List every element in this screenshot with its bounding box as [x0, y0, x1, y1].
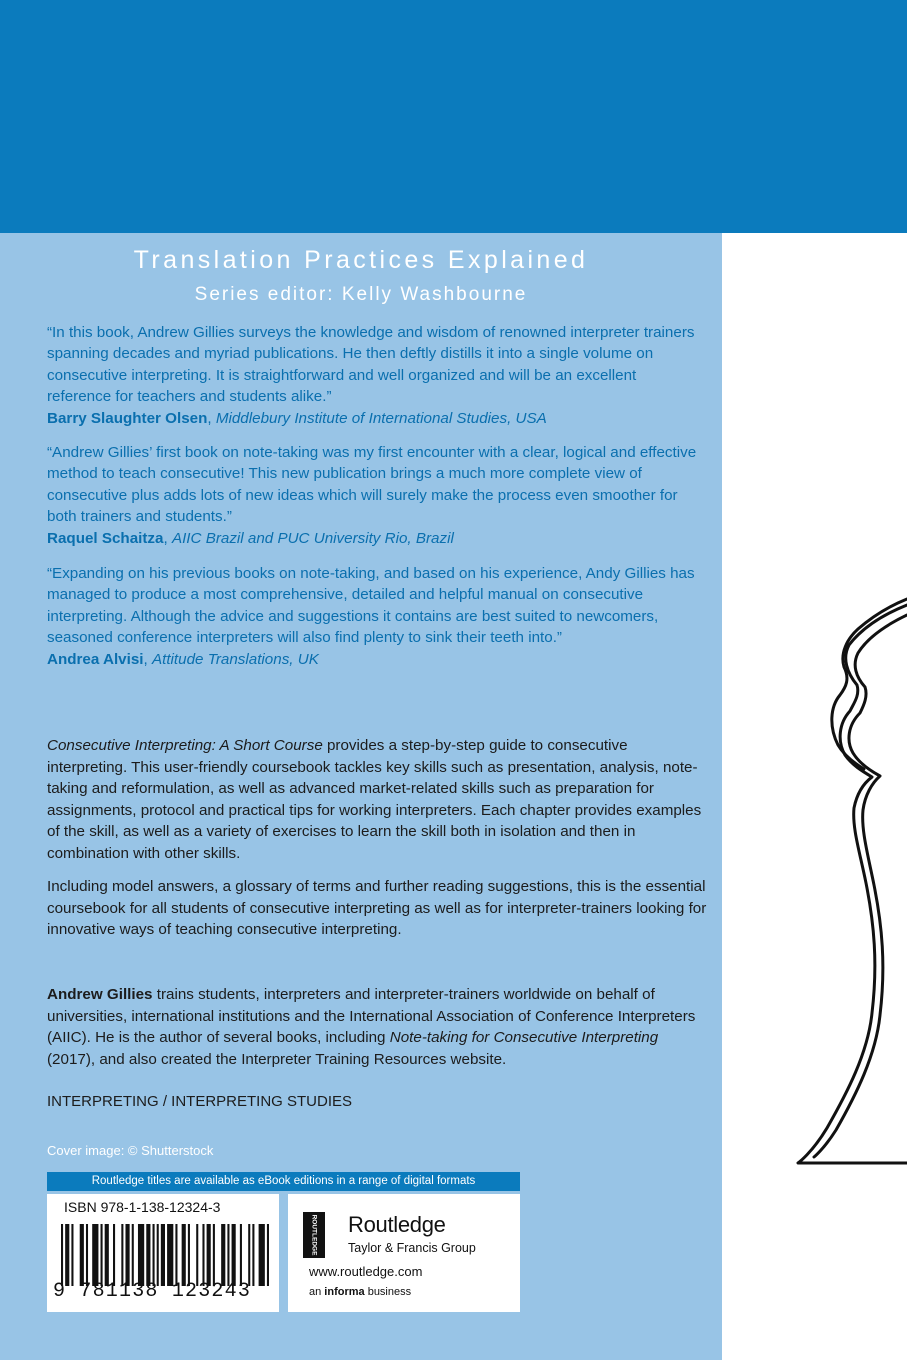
quote-attribution: Raquel Schaitza, AIIC Brazil and PUC University Rio, Brazil: [47, 529, 454, 547]
book-description: [47, 735, 707, 865]
barcode-bar: [138, 1224, 144, 1286]
barcode-bar: [213, 1224, 215, 1286]
svg-text:ROUTLEDGE: ROUTLEDGE: [310, 1214, 318, 1256]
isbn-digits: 9 781138 123243: [53, 1280, 252, 1303]
informa-business: an informa business: [309, 1286, 412, 1298]
barcode-bar: [252, 1224, 254, 1286]
barcode-bar: [232, 1224, 236, 1286]
barcode-bar: [167, 1224, 173, 1286]
barcode-bar: [202, 1224, 204, 1286]
barcode-bar: [196, 1224, 198, 1286]
quote-attribution: Barry Slaughter Olsen, Middlebury Institute of International Studies, USA: [47, 409, 547, 427]
book-title: Consecutive Interpreting: A Short Course: [47, 737, 323, 754]
barcode-bar: [92, 1224, 98, 1286]
quote-text: “Expanding on his previous books on note-taking, and based on his experience, Andy Gillies has managed to produce a most comprehensive, detailed and helpful manual on consecutive interpreting. Although the advice and suggestions it contains are best suited to newcomers, seasoned conference interpreters will also find plenty to sink their teeth into.”: [47, 565, 695, 647]
publisher-url: www.routledge.com: [309, 1264, 423, 1279]
barcode-bar: [207, 1224, 211, 1286]
quote-affiliation: Attitude Translations, UK: [151, 650, 319, 668]
quote-text: “Andrew Gillies’ first book on note-taking was my first encounter with a clear, logical and effective method to teach consecutive! This new publication brings a much more complete view of consecutive plus adds lots of new ideas which will surely make the process even smoother for both trainers and students.”: [47, 444, 697, 526]
author-bio: [47, 984, 707, 1070]
author-name: Andrew Gillies: [47, 986, 153, 1003]
top-color-band: [0, 0, 907, 233]
barcode-bar: [182, 1224, 186, 1286]
quote-author: Raquel Schaitza: [47, 529, 164, 547]
quote-attribution: Andrea Alvisi, Attitude Translations, UK: [47, 650, 319, 668]
barcode-bar: [161, 1224, 165, 1286]
barcode-bar: [221, 1224, 225, 1286]
barcode-bar: [125, 1224, 129, 1286]
endorsement-quote-1: [47, 322, 697, 429]
barcode-bar: [267, 1224, 269, 1286]
quote-author: Barry Slaughter Olsen: [47, 409, 208, 427]
isbn-barcode-box: [47, 1194, 279, 1312]
barcode-bar: [80, 1224, 84, 1286]
profile-outline-illustration: [722, 233, 907, 1360]
author-book-title: Note-taking for Consecutive Interpreting: [389, 1029, 659, 1047]
barcode-bar: [248, 1224, 250, 1286]
cover-image-credit: Cover image: © Shutterstock: [47, 1143, 214, 1158]
barcode-bar: [121, 1224, 123, 1286]
endorsement-quote-3: [47, 563, 697, 670]
barcode-bar: [227, 1224, 229, 1286]
barcode-bar: [105, 1224, 109, 1286]
series-editor: Series editor: Kelly Washbourne: [194, 284, 528, 305]
barcode-bar: [86, 1224, 88, 1286]
barcode-bar: [113, 1224, 115, 1286]
barcode-bar: [146, 1224, 150, 1286]
series-title: Translation Practices Explained: [133, 246, 589, 274]
quote-affiliation: AIIC Brazil and PUC University Rio, Brazil: [171, 529, 454, 547]
cover-line-art: [722, 233, 907, 1360]
description-text: provides a step-by-step guide to consecutive interpreting. This user-friendly coursebook tackles key skills such as presentation, analysis, note-taking and reformulation, as well as advanced market-related skills such as preparation for assignments, protocol and practical tips for working interpreters. Each chapter provides examples of the skill, as well as a variety of exercises to learn the skill both in isolation and then in combination with other skills.: [47, 737, 702, 862]
barcode-bar: [101, 1224, 103, 1286]
author-bio-text: trains students, interpreters and interpreter-trainers worldwide on behalf of universities, international institutions and the International Association of Conference Interpreters (AIIC). He is the author of several books, including: [47, 986, 696, 1047]
barcode-bar: [65, 1224, 69, 1286]
barcode-bar: [157, 1224, 159, 1286]
publisher-box: [288, 1194, 520, 1312]
barcode-bar: [61, 1224, 63, 1286]
routledge-emblem-icon: [303, 1212, 325, 1258]
barcode-bar: [188, 1224, 190, 1286]
publisher-group: Taylor & Francis Group: [348, 1241, 476, 1255]
author-bio-text-end: (2017), and also created the Interpreter Training Resources website.: [47, 1050, 507, 1068]
isbn-label: ISBN 978-1-138-12324-3: [64, 1199, 221, 1215]
publisher-name: Routledge: [348, 1212, 446, 1237]
barcode-bar: [71, 1224, 73, 1286]
barcode-bar: [240, 1224, 242, 1286]
quote-affiliation: Middlebury Institute of International Studies, USA: [215, 409, 547, 427]
ebook-notice: Routledge titles are available as eBook editions in a range of digital formats: [47, 1172, 520, 1191]
barcode: [61, 1224, 269, 1286]
subject-category: INTERPRETING / INTERPRETING STUDIES: [47, 1093, 353, 1110]
quote-author: Andrea Alvisi: [47, 650, 144, 668]
endorsement-quote-2: [47, 442, 697, 549]
barcode-bar: [132, 1224, 134, 1286]
barcode-bar: [259, 1224, 265, 1286]
barcode-bar: [175, 1224, 177, 1286]
barcode-bar: [153, 1224, 155, 1286]
book-description-2: Including model answers, a glossary of terms and further reading suggestions, this is the essential coursebook for all students of consecutive interpreting as well as for interpreter-trainers looking for innovative ways of teaching consecutive interpreting.: [47, 878, 707, 939]
quote-text: “In this book, Andrew Gillies surveys the knowledge and wisdom of renowned interpreter trainers spanning decades and myriad publications. He then deftly distills it into a single volume on consecutive interpreting. It is straightforward and well organized and will be an excellent reference for teachers and students alike.”: [47, 324, 695, 406]
